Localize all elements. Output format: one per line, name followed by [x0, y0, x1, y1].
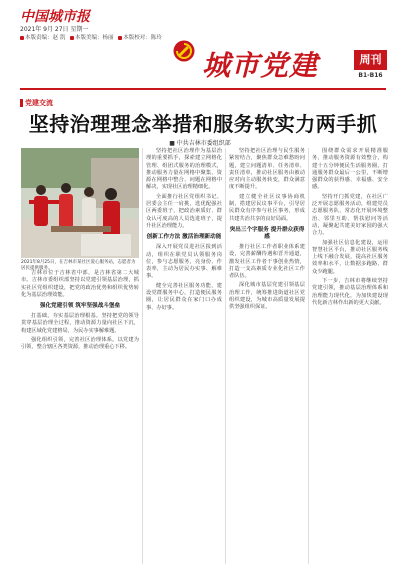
column-divider: [308, 148, 309, 564]
paragraph: 下一步，吉林市将继续坚持党建引领，推动基层治理体系和治理能力现代化，为加快建设现代化新吉林作出新的更大贡献。: [312, 278, 388, 306]
paragraph: 深化城市基层党建引领基层治理工作，统筹推进街道社区党组织建设，为城市高质量发展提供坚强组织保证。: [229, 282, 305, 311]
weekly-badge: 周刊: [354, 50, 387, 70]
article-headline: 坚持治理理念举措和服务软实力两手抓: [28, 112, 378, 136]
paragraph: 健全完善社区服务功能，建设党群服务中心，打造便民服务圈，让居民群众在家门口办成事、办好事。: [146, 282, 222, 311]
paragraph: 坚持开门抓党建，在社区广泛开展志愿服务活动，组建党员志愿服务队，常态化开展环境整治、邻里互助、帮扶慰问等活动，凝聚起共建美好家园的强大合力。: [312, 193, 388, 237]
paragraph: 坚持把社区治理作为基层治理的重要抓手，探索建立网格化管理、组团式服务的治理模式，推动服务力量在网格中聚集、资源在网格中整合、问题在网格中解决，实现社区治理精细化。: [146, 148, 222, 191]
paragraph: 全面推行社区党组织书记、居委会主任一肩挑，选优配强社区两委班子，把政治素质好、群众认可度高的人员选进班子，提升社区治理能力。: [146, 193, 222, 229]
article-column-1: [21, 270, 139, 568]
masthead-rule: [20, 88, 386, 90]
paragraph: 深入开展党员进社区报到活动，组织在职党员认领服务岗位，参与志愿服务，亮身份、作表率，主动为居民办实事、解难事。: [146, 244, 222, 280]
article-photo: [21, 148, 139, 258]
paragraph: 加强社区信息化建设，运用智慧社区平台，推动社区服务线上线下融合发展，提高社区服务效率和水平，让数据多跑路、群众少跑腿。: [312, 239, 388, 275]
column-divider: [142, 148, 143, 564]
paragraph: 强化组织引领，完善社区治理体系。以党建为引领，整合辖区各类资源，推动治理重心下移。: [21, 337, 139, 351]
subheading: 强化党建引领 筑牢坚强战斗堡垒: [39, 303, 121, 310]
dateline: 2021年 9月 27日 星期一: [20, 26, 89, 33]
column-title: 城市党建: [202, 49, 319, 82]
article-column-2: [146, 148, 222, 568]
proofreader-credit: 本版校对：陈玲: [118, 35, 162, 41]
section-tag: 党建交流: [20, 98, 53, 108]
party-emblem-icon: [173, 40, 195, 62]
photo-caption: 2021年8月25日，在吉林市某社区爱心服务站，志愿者为居民提供服务。: [21, 260, 136, 271]
paragraph: 吉林市位于吉林省中部，是吉林省第二大城市。吉林市委组织部坚持以党建引领基层治理，抓实社区党组织建设，把党的政治优势和组织优势转化为基层治理效能。: [21, 270, 139, 298]
article-column-3: [229, 148, 305, 568]
editor-credit: 本版责编：赵 凯: [20, 35, 65, 41]
paragraph: 围绕群众需求开展精准服务，推动服务资源有效整合，构建十五分钟便民生活服务圈，打通服务群众最后一公里，不断增强群众的获得感、幸福感、安全感。: [312, 148, 388, 191]
paragraph: 打基础，夯实基层治理根基。坚持把党的领导贯穿基层治理全过程，推动资源力量向社区下沉，构建区域化党建格局，为民办实事解难题。: [21, 313, 139, 334]
paragraph: 建立健全社区议事协商机制，搭建居民议事平台，引导居民群众有序参与社区事务，形成共建共治共享的良好局面。: [229, 193, 305, 222]
byline: ■ 中共吉林市委组织部: [169, 140, 231, 147]
article-column-4: [312, 148, 388, 568]
paragraph: 推行社区工作者职业体系建设，完善薪酬待遇和晋升通道，激发社区工作者干事创业热情，打造一支高素质专业化社区工作者队伍。: [229, 243, 305, 280]
paper-logo: 中国城市报: [20, 9, 90, 25]
paragraph: 坚持把社区治理与民生服务紧密结合，聚焦群众急难愁盼问题，建立问题清单、任务清单、责任清单，推动社区服务由被动应对向主动服务转变，群众满意度不断提升。: [229, 148, 305, 191]
editor-contact: [20, 33, 165, 41]
designer-credit: 本版美编：杨丽: [70, 35, 114, 41]
subheading: 突出三个字服务 提升群众获得感: [229, 226, 305, 240]
column-divider: [225, 148, 226, 564]
page-range: B1-B16: [358, 72, 383, 79]
subheading: 创新工作方法 激活治理新动能: [146, 234, 222, 241]
masthead: [0, 0, 400, 96]
